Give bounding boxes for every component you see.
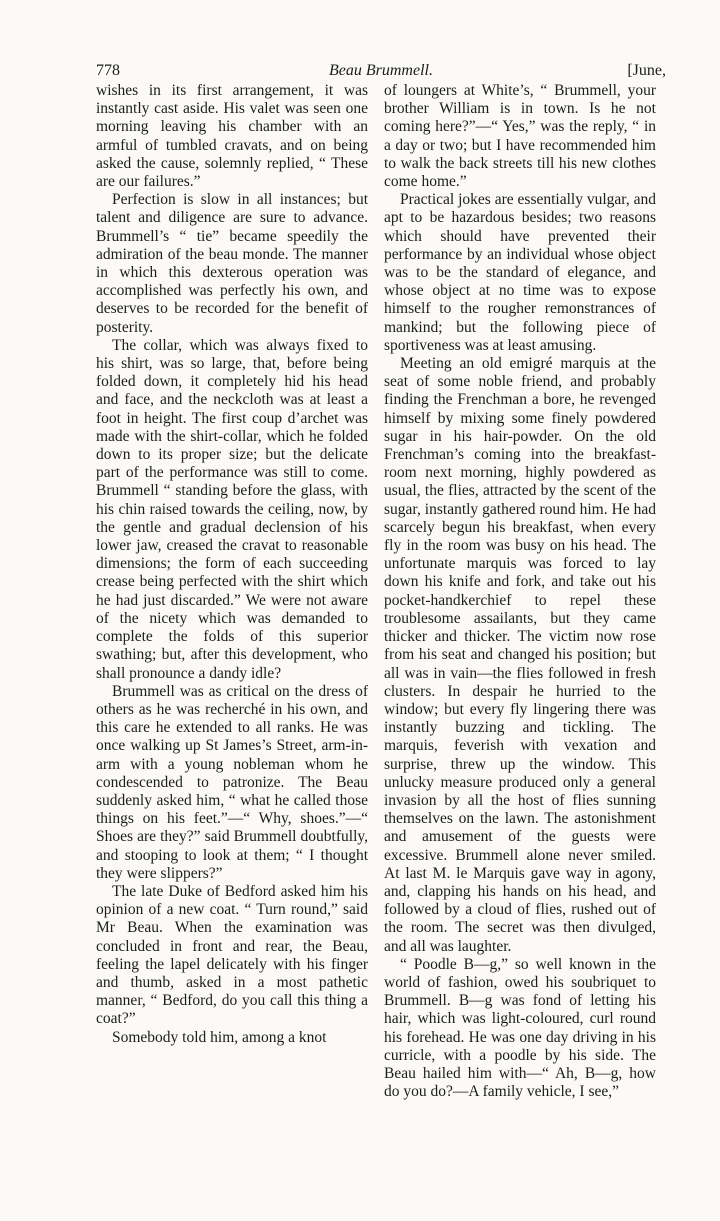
paragraph: Practical jokes are essentially vulgar, and apt to be hazardous besides; two reasons which should have prevented their performance by an individual whose object was to be the standard of elegance, and whose object at no time was to expose himself to the rougher remonstrances of mankind; but the following piece of sportiveness was at least amusing. <box>384 191 656 354</box>
right-column <box>384 82 656 1101</box>
paragraph: The collar, which was always fixed to his shirt, was so large, that, before being folded down, it completely hid his head and face, and the neckcloth was at least a foot in height. The first coup d’archet was made with the shirt-collar, which he folded down to its proper size; but the delicate part of the performance was still to come. Brummell “ standing before the glass, with his chin raised towards the ceiling, now, by the gentle and gradual declension of his lower jaw, creased the cravat to reasonable dimensions; the form of each succeeding crease being perfected with the shirt which he had just discarded.” We were not aware of the nicety which was demanded to complete the folds of this superior swathing; but, after this development, who shall pronounce a dandy idle? <box>96 336 368 682</box>
running-title: Beau Brummell. <box>329 62 433 79</box>
paragraph: The late Duke of Bedford asked him his opinion of a new coat. “ Turn round,” said Mr Beau. When the examination was concluded in front and rear, the Beau, feeling the lapel delicately with his finger and thumb, asked in a most pathetic manner, “ Bedford, do you call this thing a coat?” <box>96 882 368 1028</box>
paragraph: Perfection is slow in all instances; but talent and diligence are sure to advance. Brummell’s “ tie” became speedily the admiration of the beau monde. The manner in which this dexterous operation was accomplished was perfectly his own, and deserves to be recorded for the benefit of posterity. <box>96 191 368 336</box>
paragraph: Brummell was as critical on the dress of others as he was recherché in his own, and this care he extended to all ranks. He was once walking up St James’s Street, arm-in-arm with a young nobleman whom he condescended to patronize. The Beau suddenly asked him, “ what he called those things on his feet.”—“ Why, shoes.”—“ Shoes are they?” said Brummell doubtfully, and stooping to look at them; “ I thought they were slippers?” <box>96 682 368 882</box>
left-column <box>96 82 368 1047</box>
paragraph: wishes in its first arrangement, it was instantly cast aside. His valet was seen one morning leaving his chamber with an armful of tumbled cravats, and on being asked the cause, solemnly replied, “ These are our failures.” <box>96 82 368 191</box>
paragraph: of loungers at White’s, “ Brummell, your brother William is in town. Is he not coming here?”—“ Yes,” was the reply, “ in a day or two; but I have recommended him to walk the back streets till his new clothes come home.” <box>384 82 656 191</box>
issue-date: [June, <box>627 62 666 79</box>
page-number: 778 <box>96 62 120 79</box>
paragraph: “ Poodle B—g,” so well known in the world of fashion, owed his soubriquet to Brummell. B—g was fond of letting his hair, which was light-coloured, curl round his forehead. He was one day driving in his curricle, with a poodle by his side. The Beau hailed him with—“ Ah, B—g, how do you do?—A family vehicle, I see,” <box>384 955 656 1101</box>
paragraph: Somebody told him, among a knot <box>112 1028 327 1046</box>
paragraph: Meeting an old emigré marquis at the seat of some noble friend, and probably finding the Frenchman a bore, he revenged himself by mixing some finely powdered sugar in his hair-powder. On the old Frenchman’s coming into the breakfast-room next morning, highly powdered as usual, the flies, attracted by the scent of the sugar, instantly gathered round him. He had scarcely begun his breakfast, when every fly in the room was busy on his head. The unfortunate marquis was forced to lay down his knife and fork, and take out his pocket-handkerchief to repel these troublesome assailants, but they came thicker and thicker. The victim now rose from his seat and changed his position; but all was in vain—the flies followed in fresh clusters. In despair he hurried to the window; but every fly lingering there was instantly buzzing and tickling. The marquis, feverish with vexation and surprise, threw up the window. This unlucky measure produced only a general invasion by all the host of flies sunning themselves on the lawn. The astonishment and amusement of the guests were excessive. Brummell alone never smiled. At last M. le Marquis gave way in agony, and, clapping his hands on his head, and followed by a cloud of flies, rushed out of the room. The secret was then divulged, and all was laughter. <box>384 355 656 955</box>
